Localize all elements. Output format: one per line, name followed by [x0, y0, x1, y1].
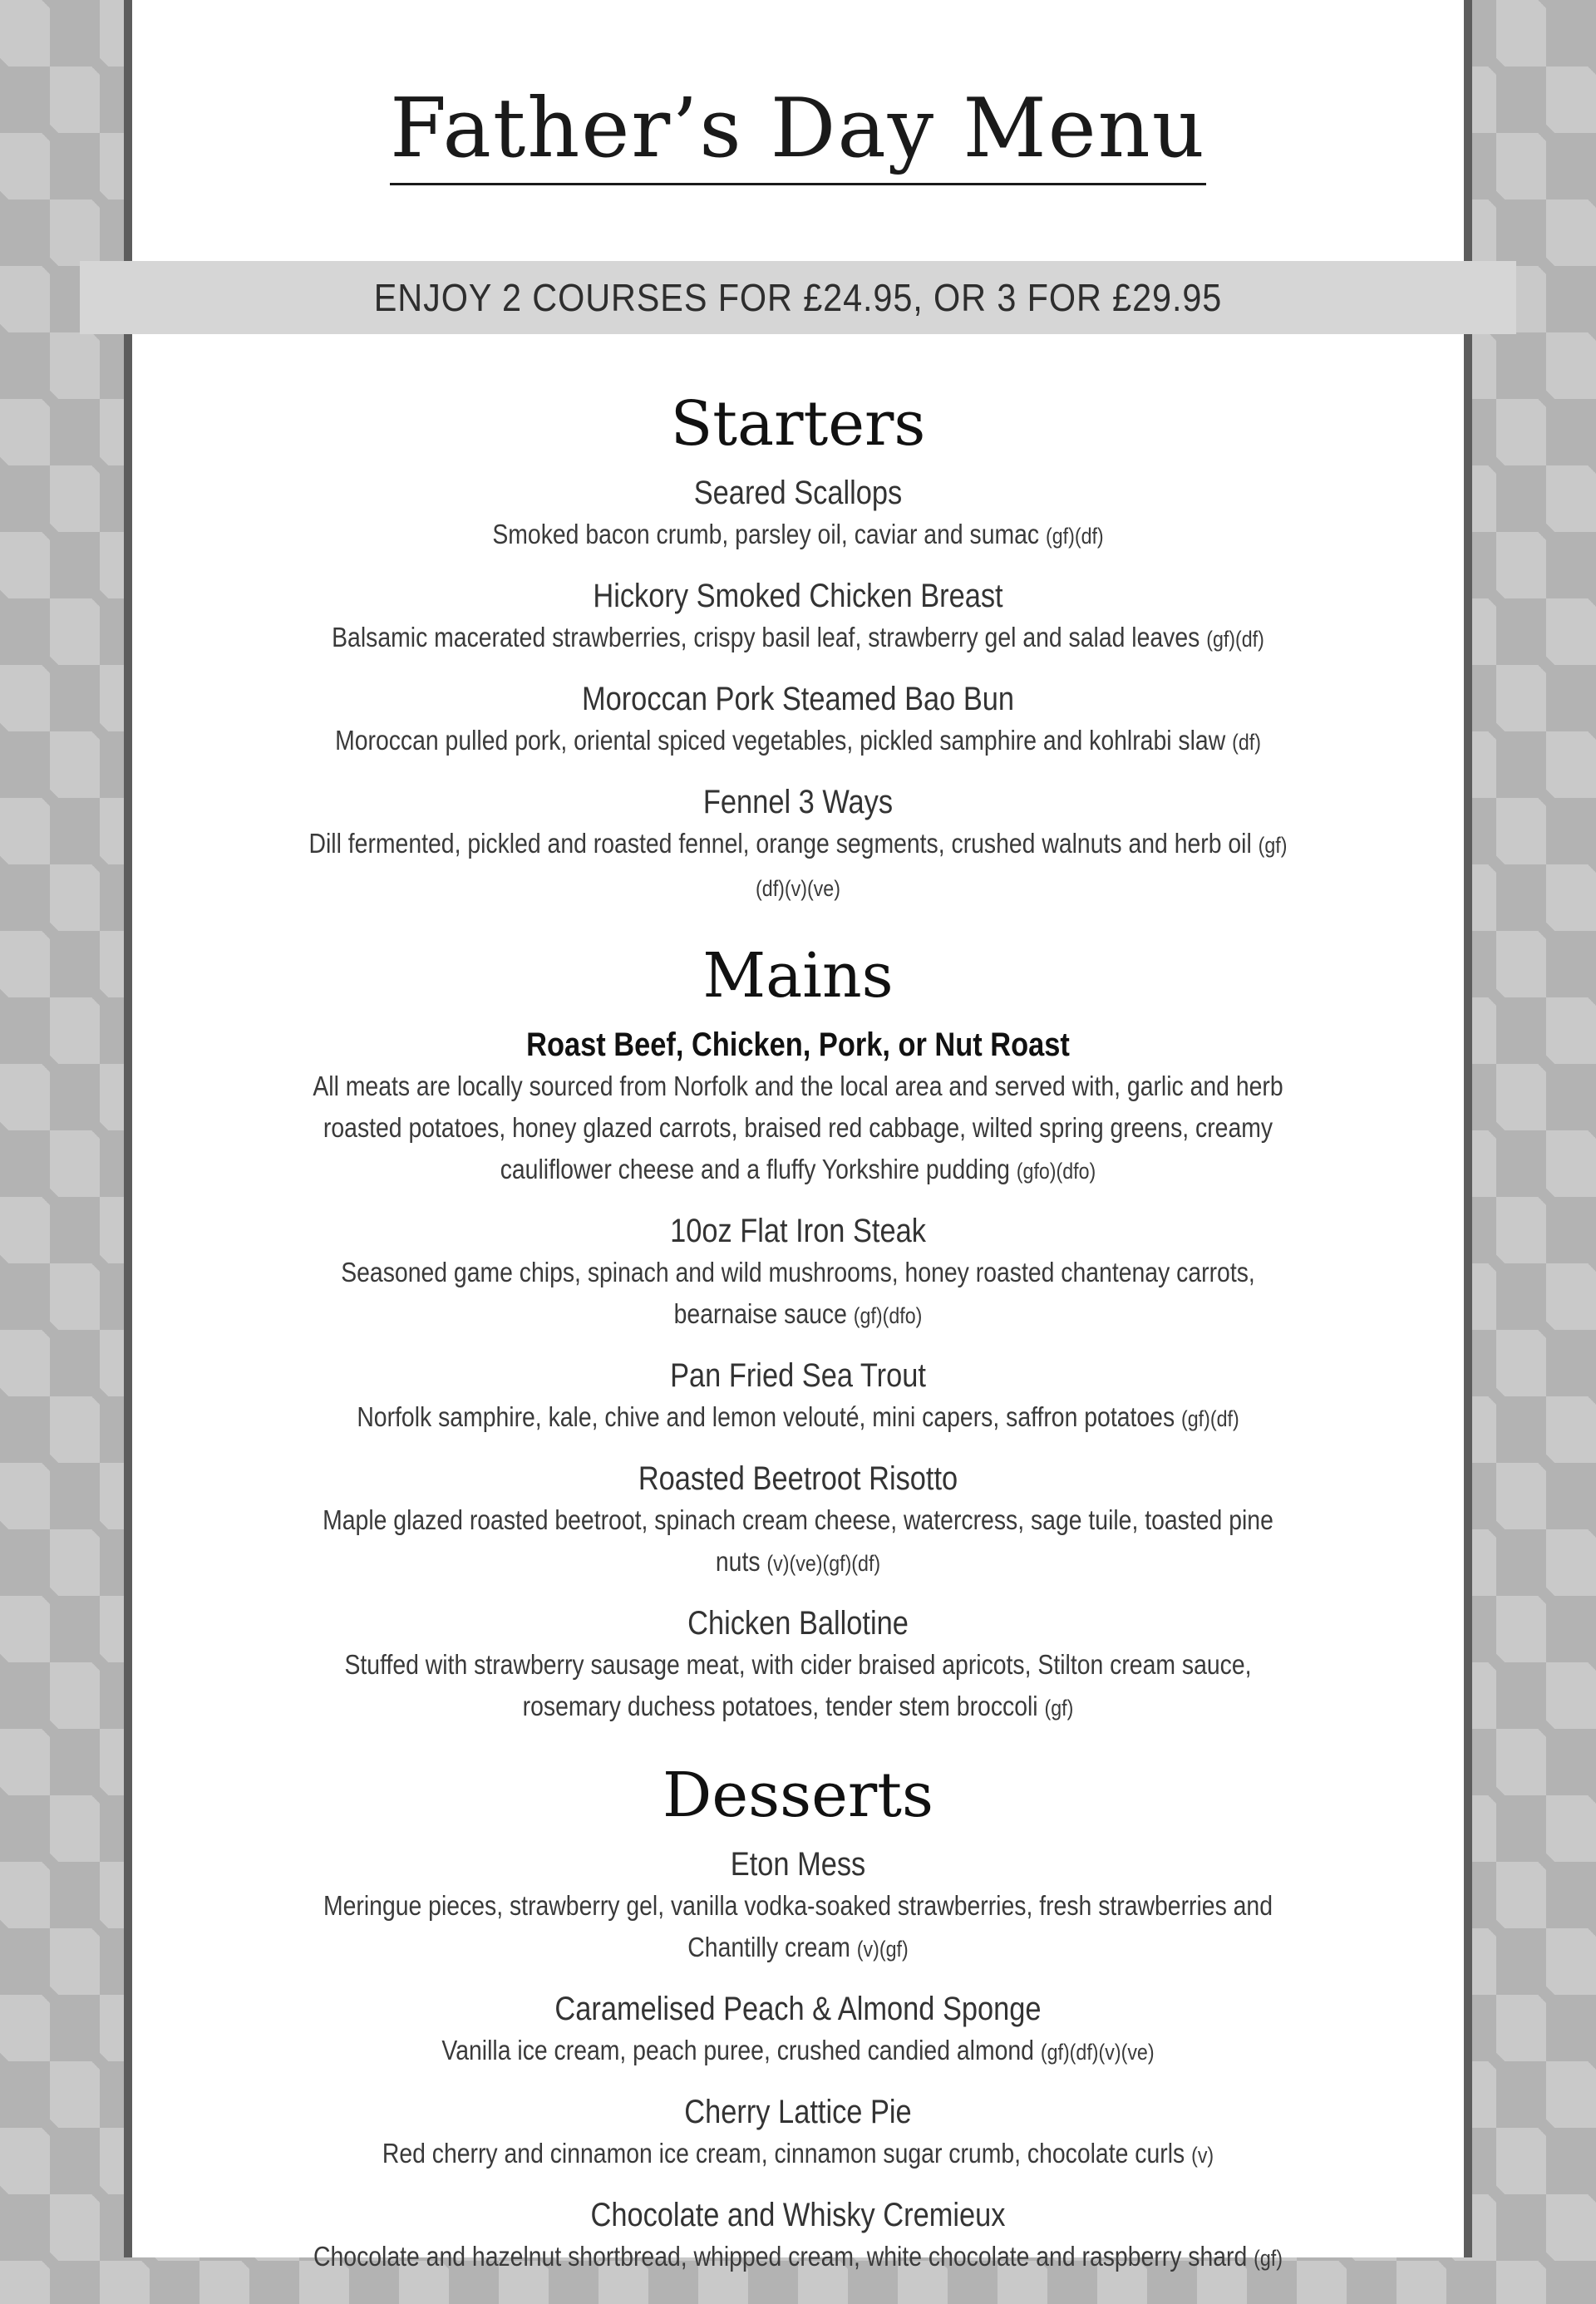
dietary-tags: (gf)(df)	[1046, 524, 1104, 549]
menu-item-name: Roasted Beetroot Risotto	[638, 1460, 958, 1497]
menu-item-description	[298, 1066, 1298, 1192]
menu-item-description	[298, 1499, 1298, 1584]
menu-item-description-text: Stuffed with strawberry sausage meat, with cider braised apricots, Stilton cream sauce, rosemary duchess potatoes, tender stem broccoli	[344, 1649, 1252, 1721]
menu-item-name: Roast Beef, Chicken, Pork, or Nut Roast	[526, 1026, 1070, 1063]
section-heading: Starters	[670, 388, 926, 460]
offer-banner: ENJOY 2 COURSES FOR £24.95, OR 3 FOR £29.95	[80, 261, 1516, 334]
dietary-tags: (v)(gf)	[856, 1937, 909, 1962]
dietary-tags: (v)(ve)(gf)(df)	[766, 1551, 881, 1576]
menu-item-description	[298, 1644, 1298, 1729]
menu-item-description-text: Moroccan pulled pork, oriental spiced vegetables, pickled samphire and kohlrabi slaw	[335, 725, 1226, 756]
menu-item-description-text: Smoked bacon crumb, parsley oil, caviar and sumac	[492, 519, 1040, 549]
menu-item	[132, 1458, 1464, 1584]
dietary-tags: (gf)(df)(v)(ve)	[1040, 2040, 1155, 2065]
menu-item	[132, 1602, 1464, 1729]
menu-item-name: 10oz Flat Iron Steak	[670, 1213, 926, 1249]
menu-item-description	[298, 720, 1298, 763]
menu-item-description	[298, 823, 1298, 909]
dietary-tags: (df)	[1232, 730, 1261, 755]
title-block	[132, 83, 1464, 185]
dietary-tags: (gfo)(dfo)	[1016, 1159, 1096, 1184]
menu-panel	[132, 0, 1464, 2272]
menu-item	[132, 1355, 1464, 1440]
menu-item-name: Fennel 3 Ways	[702, 784, 894, 820]
menu-section-desserts	[132, 1754, 1464, 2279]
menu-item-name: Chicken Ballotine	[687, 1605, 909, 1642]
menu-item	[132, 2091, 1464, 2176]
menu-item-description-text: Balsamic macerated strawberries, crispy basil leaf, strawberry gel and salad leaves	[332, 622, 1200, 652]
menu-item-description-text: All meats are locally sourced from Norfolk and the local area and served with, garlic and herb roasted potatoes, honey glazed carrots, braised red cabbage, wilted spring greens, creamy cauliflower cheese and a fluffy Yorkshire pudding	[313, 1071, 1283, 1184]
menu-item-description-text: Chocolate and hazelnut shortbread, whipped cream, white chocolate and raspberry shard	[313, 2241, 1248, 2272]
menu-item	[132, 472, 1464, 557]
dietary-tags: (gf)(df)	[1206, 627, 1264, 652]
menu-item-description	[298, 2133, 1298, 2176]
menu-item-description-text: Seasoned game chips, spinach and wild mushrooms, honey roasted chantenay carrots, bearnaise sauce	[341, 1257, 1255, 1329]
menu-item-description-text: Meringue pieces, strawberry gel, vanilla vodka-soaked strawberries, fresh strawberries and Chantilly cream	[323, 1890, 1273, 1962]
menu-item-name: Cherry Lattice Pie	[684, 2094, 912, 2130]
dietary-tags: (gf)	[1044, 1696, 1074, 1721]
menu-item-description-text: Norfolk samphire, kale, chive and lemon velouté, mini capers, saffron potatoes	[357, 1401, 1175, 1432]
menu-item	[132, 1210, 1464, 1337]
menu-item	[132, 1844, 1464, 1970]
menu-item-description	[298, 617, 1298, 660]
menu-item	[132, 2194, 1464, 2279]
menu-item	[132, 781, 1464, 909]
menu-item-name: Moroccan Pork Steamed Bao Bun	[581, 681, 1015, 717]
menu-item	[132, 678, 1464, 763]
menu-item-description	[298, 2030, 1298, 2073]
menu-item-description	[298, 1252, 1298, 1337]
menu-section-starters	[132, 382, 1464, 909]
section-heading: Desserts	[663, 1760, 933, 1831]
menu-item-description-text: Dill fermented, pickled and roasted fennel, orange segments, crushed walnuts and herb oil	[308, 828, 1252, 859]
menu-item	[132, 1024, 1464, 1192]
right-border-stripe	[1464, 0, 1472, 2257]
menu-item-description	[298, 1885, 1298, 1970]
menu-content	[132, 382, 1464, 2304]
menu-item-name: Pan Fried Sea Trout	[670, 1357, 926, 1394]
menu-item-description-text: Red cherry and cinnamon ice cream, cinnamon sugar crumb, chocolate curls	[382, 2138, 1185, 2169]
left-border-stripe	[124, 0, 132, 2257]
menu-item	[132, 1988, 1464, 2073]
dietary-tags: (gf)(df)(v)(ve)	[756, 833, 1288, 901]
menu-item-name: Hickory Smoked Chicken Breast	[593, 578, 1003, 614]
menu-item-description-text: Vanilla ice cream, peach puree, crushed candied almond	[441, 2035, 1034, 2065]
menu-item-description	[298, 514, 1298, 557]
dietary-tags: (gf)	[1254, 2246, 1283, 2271]
menu-item-name: Eton Mess	[730, 1846, 866, 1883]
menu-item-description-text: Maple glazed roasted beetroot, spinach cream cheese, watercress, sage tuile, toasted pine nuts	[323, 1504, 1273, 1577]
menu-item-name: Chocolate and Whisky Cremieux	[590, 2197, 1006, 2233]
menu-item	[132, 575, 1464, 660]
menu-item-name: Caramelised Peach & Almond Sponge	[554, 1991, 1042, 2027]
section-heading: Mains	[702, 940, 894, 1012]
dietary-tags: (gf)(df)	[1181, 1406, 1239, 1431]
menu-item-description	[298, 2236, 1298, 2279]
menu-title: Father’s Day Menu	[390, 83, 1206, 185]
menu-section-mains	[132, 934, 1464, 1729]
dietary-tags: (gf)(dfo)	[853, 1303, 923, 1328]
menu-item-name: Seared Scallops	[693, 475, 903, 511]
menu-item-description	[298, 1396, 1298, 1440]
dietary-tags: (v)	[1191, 2143, 1214, 2168]
